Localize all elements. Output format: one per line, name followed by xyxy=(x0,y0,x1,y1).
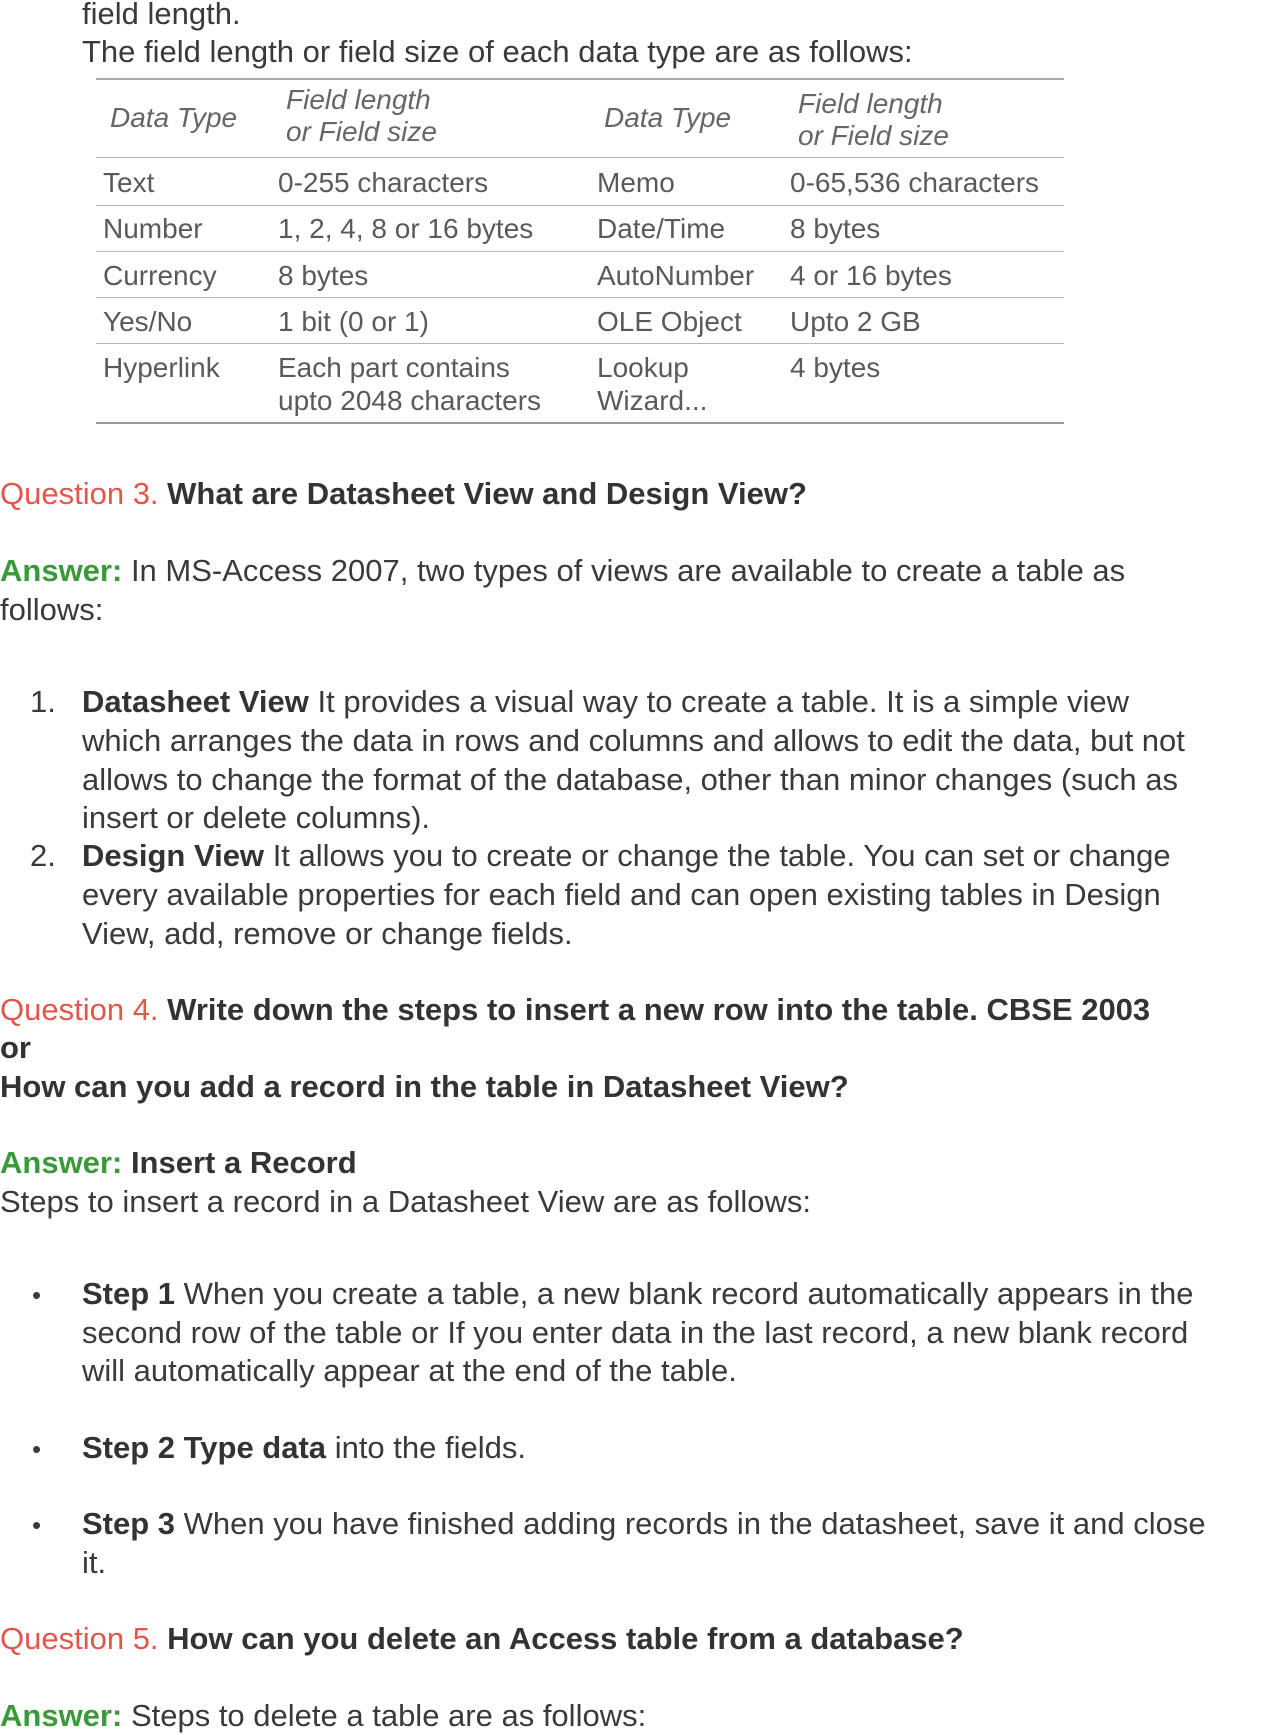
question-text: How can you delete an Access table from a database? xyxy=(167,1621,964,1656)
list-item-text: It provides a visual way to create a table. It is a simple view xyxy=(317,684,1130,719)
step-text: When you create a table, a new blank record automatically appears in the xyxy=(183,1276,1194,1311)
answer-3-line-2: follows: xyxy=(0,592,104,627)
table-header-field-size-2: or Field size xyxy=(798,120,949,151)
table-cell: 8 bytes xyxy=(278,260,369,291)
list-item-line xyxy=(82,836,1171,875)
intro-line-1: field length. xyxy=(82,0,241,31)
table-cell: 4 bytes xyxy=(790,352,881,383)
table-row-rule xyxy=(96,343,1064,344)
list-item-line: will automatically appear at the end of the table. xyxy=(82,1353,737,1388)
table-cell: Date/Time xyxy=(597,213,726,244)
table-header-field-length-2: Field length xyxy=(798,88,943,119)
table-cell: 4 or 16 bytes xyxy=(790,260,952,291)
question-4-alt: How can you add a record in the table in Datasheet View? xyxy=(0,1069,849,1104)
list-item-line: allows to change the format of the database, other than minor changes (such as xyxy=(82,762,1178,797)
step-title: Step 2 Type data xyxy=(82,1430,327,1465)
table-header-data-type-2: Data Type xyxy=(604,102,732,133)
table-cell: Upto 2 GB xyxy=(790,306,921,337)
list-item-line xyxy=(82,1504,1206,1543)
question-5-heading xyxy=(0,1619,964,1658)
question-4-or: or xyxy=(0,1030,31,1065)
answer-label: Answer: xyxy=(0,553,123,588)
step-text: into the fields. xyxy=(334,1430,526,1465)
question-text: What are Datasheet View and Design View? xyxy=(167,476,807,511)
list-item-line: it. xyxy=(82,1545,107,1580)
question-label: Question 5. xyxy=(0,1621,159,1656)
table-cell: 0-255 characters xyxy=(278,167,489,198)
answer-3-line-1 xyxy=(0,551,1125,590)
list-item-title: Datasheet View xyxy=(82,684,309,719)
step-title: Step 1 xyxy=(82,1276,176,1311)
list-item-line: insert or delete columns). xyxy=(82,800,431,835)
list-item-title: Design View xyxy=(82,838,265,873)
list-item-line: View, add, remove or change fields. xyxy=(82,916,573,951)
table-cell: Memo xyxy=(597,167,675,198)
table-row-rule xyxy=(96,297,1064,298)
intro-line-2: The field length or field size of each data type are as follows: xyxy=(82,34,913,69)
list-item-line xyxy=(82,1428,526,1467)
table-row-rule xyxy=(96,251,1064,252)
list-item-line xyxy=(82,682,1129,721)
bullet: • xyxy=(32,1280,42,1310)
table-cell: Yes/No xyxy=(103,306,193,337)
table-top-rule xyxy=(96,78,1064,80)
list-item-line: which arranges the data in rows and columns and allows to edit the data, but not xyxy=(82,723,1185,758)
question-3-heading xyxy=(0,474,807,513)
table-header-field-length-1: Field length xyxy=(286,84,431,115)
table-header-data-type-1: Data Type xyxy=(110,102,238,133)
table-cell: Lookup xyxy=(597,352,689,383)
table-cell: 1, 2, 4, 8 or 16 bytes xyxy=(278,213,534,244)
question-label: Question 4. xyxy=(0,992,159,1027)
list-number: 1. xyxy=(30,684,56,719)
answer-5-line xyxy=(0,1696,646,1735)
table-header-field-size-1: or Field size xyxy=(286,116,437,147)
answer-text: Steps to delete a table are as follows: xyxy=(130,1698,647,1733)
answer-4-heading xyxy=(0,1143,357,1182)
table-cell: OLE Object xyxy=(597,306,742,337)
list-item-line: second row of the table or If you enter data in the last record, a new blank record xyxy=(82,1315,1189,1350)
table-cell: Each part contains xyxy=(278,352,510,383)
table-cell: 0-65,536 characters xyxy=(790,167,1040,198)
answer-text: In MS-Access 2007, two types of views are available to create a table as xyxy=(130,553,1126,588)
question-label: Question 3. xyxy=(0,476,159,511)
list-item-text: It allows you to create or change the table. You can set or change xyxy=(272,838,1171,873)
list-item-line xyxy=(82,1274,1193,1313)
answer-label: Answer: xyxy=(0,1698,123,1733)
bullet: • xyxy=(32,1434,42,1464)
table-cell: Text xyxy=(103,167,155,198)
table-cell: Hyperlink xyxy=(103,352,220,383)
answer-label: Answer: xyxy=(0,1145,123,1180)
table-cell: 1 bit (0 or 1) xyxy=(278,306,429,337)
question-4-heading xyxy=(0,990,1150,1029)
step-text: When you have finished adding records in the datasheet, save it and close xyxy=(183,1506,1206,1541)
table-cell: 8 bytes xyxy=(790,213,881,244)
answer-title: Insert a Record xyxy=(130,1145,357,1180)
question-text: Write down the steps to insert a new row into the table. CBSE 2003 xyxy=(167,992,1151,1027)
table-cell: Currency xyxy=(103,260,217,291)
list-item-line: every available properties for each field and can open existing tables in Design xyxy=(82,877,1161,912)
table-row-rule xyxy=(96,205,1064,206)
bullet: • xyxy=(32,1510,42,1540)
table-cell: Number xyxy=(103,213,203,244)
answer-4-line: Steps to insert a record in a Datasheet View are as follows: xyxy=(0,1184,812,1219)
table-cell: Wizard... xyxy=(597,385,708,416)
table-cell: AutoNumber xyxy=(597,260,755,291)
table-bottom-rule xyxy=(96,422,1064,424)
table-cell: upto 2048 characters xyxy=(278,385,542,416)
table-header-rule xyxy=(96,157,1064,158)
step-title: Step 3 xyxy=(82,1506,176,1541)
list-number: 2. xyxy=(30,838,56,873)
